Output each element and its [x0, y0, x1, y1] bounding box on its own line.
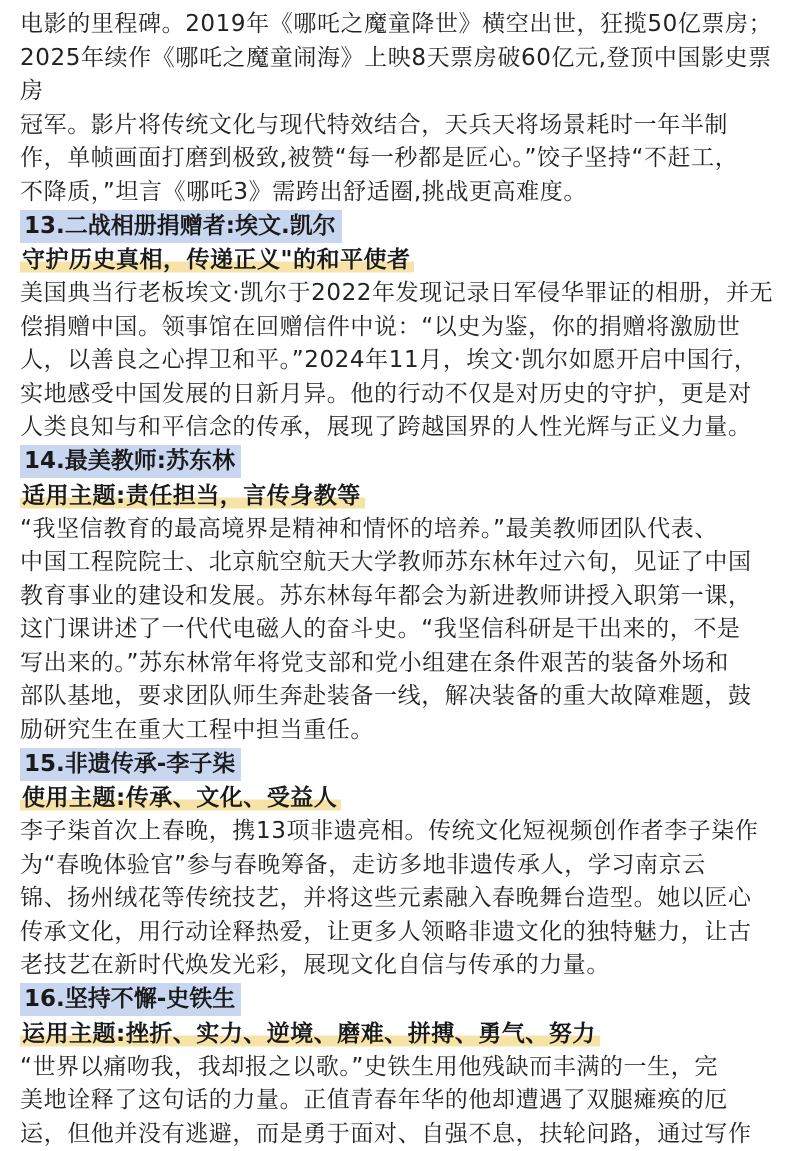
section-14-body: “我坚信教育的最高境界是精神和情怀的培养。”最美教师团队代表、 中国工程院院士、北京航空航天大学教师苏东林年过六旬，见证了中国 教育事业的建设和发展。苏东林每年都会为新进教师讲授入职第一课， 这门课讲述了一代代电磁人的奋斗史。“我坚信科研是干出来的，不是 写出来的。”苏东林常年将党支部和党小组建在条件艰苦的装备外场和 部队基地，要求团队师生奔赴装备一线，解决装备的重大故障难题，鼓 励研究生在重大工程中担当重任。: [20, 513, 780, 748]
section-14-heading: 14.最美教师:苏东林: [20, 445, 241, 478]
section-14-heading-row: [20, 445, 780, 479]
section-15-body: 李子柒首次上春晚，携13项非遗亮相。传统文化短视频创作者李子柒作 为“春晚体验官”参与春晚筹备，走访多地非遗传承人，学习南京云 锦、扬州绒花等传统技艺，并将这些元素融入春晚舞台造型。她以匠心 传承文化，用行动诠释热爱，让更多人领略非遗文化的独特魅力，让古 老技艺在新时代焕发光彩，展现文化自信与传承的力量。: [20, 815, 780, 983]
section-15-subheading-row: [20, 781, 780, 815]
section-13-heading: 13.二战相册捐赠者:埃文.凯尔: [20, 210, 342, 243]
section-13-subheading: 守护历史真相，传递正义"的和平使者: [20, 245, 414, 275]
section-14-subheading-row: [20, 479, 780, 513]
section-16-heading-row: [20, 983, 780, 1017]
intro-paragraph: 电影的里程碑。2019年《哪吒之魔童降世》横空出世，狂揽50亿票房； 2025年续作《哪吒之魔童闹海》上映8天票房破60亿元,登顶中国影史票房 冠军。影片将传统文化与现代特效结合，天兵天将场景耗时一年半制 作，单帧画面打磨到极致,被赞“每一秒都是匠心。”饺子坚持“不赶工， 不降质，”坦言《哪吒3》需跨出舒适圈,挑战更高难度。: [20, 8, 780, 209]
section-13-subheading-row: [20, 243, 780, 277]
section-16-heading: 16.坚持不懈-史铁生: [20, 983, 241, 1016]
section-13-body: 美国典当行老板埃文·凯尔于2022年发现记录日军侵华罪证的相册，并无 偿捐赠中国。领事馆在回赠信件中说：“以史为鉴，你的捐赠将激励世 人，以善良之心捍卫和平。”2024年11月，埃文·凯尔如愿开启中国行， 实地感受中国发展的日新月异。他的行动不仅是对历史的守护，更是对 人类良知与和平信念的传承，展现了跨越国界的人性光辉与正义力量。: [20, 277, 780, 445]
section-15-subheading: 使用主题:传承、文化、受益人: [20, 783, 341, 813]
section-14-subheading: 适用主题:责任担当，言传身教等: [20, 481, 365, 511]
section-16-subheading-row: [20, 1017, 780, 1051]
section-16-subheading: 运用主题:挫折、实力、逆境、磨难、拼搏、勇气、努力: [20, 1019, 600, 1049]
section-15-heading-row: [20, 747, 780, 781]
section-16-body: “世界以痛吻我，我却报之以歌。”史铁生用他残缺而丰满的一生，完 美地诠释了这句话的力量。正值青春年华的他却遭遇了双腿瘫痪的厄 运，但他并没有逃避，而是勇于面对、自强不息，扶轮问路，通过写作: [20, 1051, 780, 1151]
section-15-heading: 15.非遗传承-李子柒: [20, 748, 241, 781]
section-13-heading-row: [20, 209, 780, 243]
